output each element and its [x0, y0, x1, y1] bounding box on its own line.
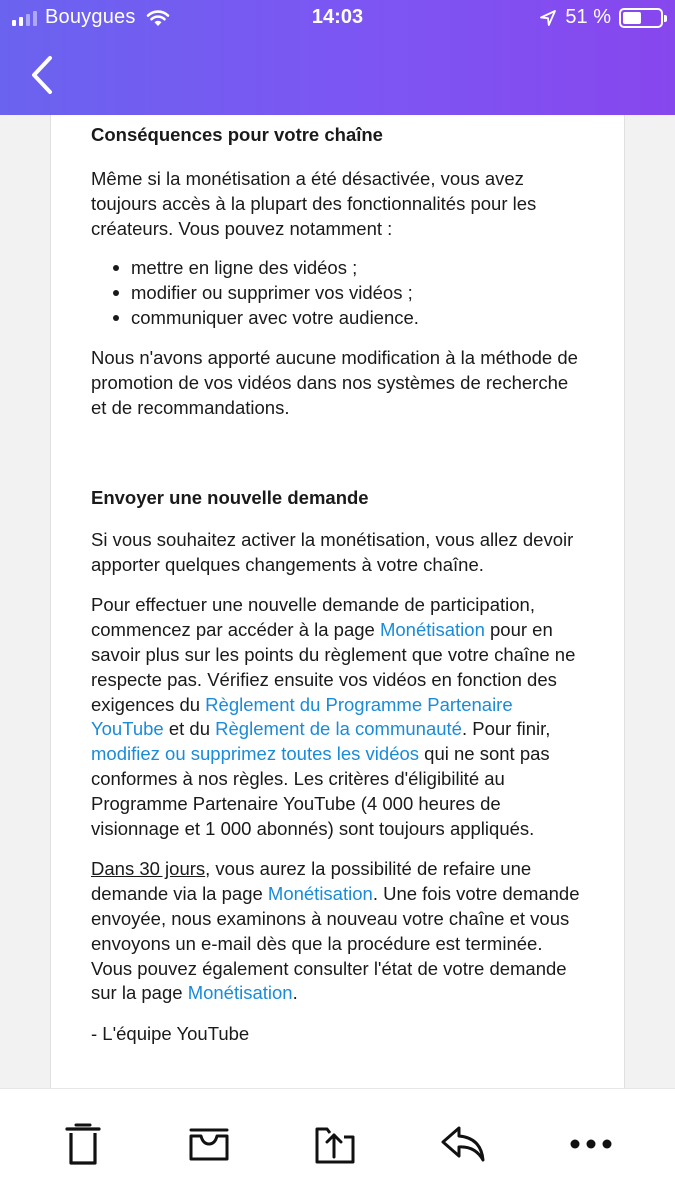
nav-bar — [0, 40, 675, 115]
archive-icon — [187, 1126, 231, 1162]
move-icon — [313, 1123, 357, 1165]
battery-percent: 51 % — [565, 6, 611, 28]
bottom-toolbar — [0, 1088, 675, 1200]
list-item: modifier ou supprimer vos vidéos ; — [91, 280, 584, 305]
community-guidelines-link[interactable]: Règlement de la communauté — [215, 718, 462, 740]
status-bar — [0, 0, 675, 40]
carrier-name: Bouygues — [45, 6, 136, 28]
paragraph-instructions: Pour effectuer une nouvelle demande de participation, commencez par accéder à la page Monétisation pour en savoir plus sur les points du règlement que votre chaîne ne respecte pas. Vérifiez ensuite vos vidéos en fonction des exigences du Règlement du Programme Partenaire YouTube et du Règlement de la communauté. Pour finir, modifiez ou supprimez toutes les vidéos qui ne sont pas conformes à nos règles. Les critères d'éligibilité au Programme Partenaire YouTube (4 000 heures de visionnage et 1 000 abonnés) sont toujours appliqués. — [91, 594, 576, 839]
trash-icon — [63, 1123, 103, 1165]
reply-icon — [439, 1124, 487, 1164]
edit-delete-videos-link[interactable]: modifiez ou supprimez toutes les vidéos — [91, 743, 420, 765]
battery-icon — [619, 8, 663, 28]
delete-button[interactable] — [58, 1119, 108, 1169]
status-right — [539, 6, 663, 29]
monetisation-link[interactable]: Monétisation — [187, 982, 293, 1004]
section-heading-new-request: Envoyer une nouvelle demande — [91, 486, 369, 508]
section-heading-consequences: Conséquences pour votre chaîne — [91, 124, 383, 145]
email-scroll-area[interactable] — [0, 115, 675, 1088]
archive-button[interactable] — [184, 1119, 234, 1169]
ypp-policy-link[interactable]: Règlement du Programme Partenaire YouTube — [91, 693, 513, 740]
status-time: 14:03 — [311, 6, 364, 28]
list-item: mettre en ligne des vidéos ; — [91, 255, 584, 280]
more-button[interactable] — [566, 1119, 616, 1169]
paragraph-30-days: Dans 30 jours, vous aurez la possibilité de refaire une demande via la page Monétisation. Une fois votre demande envoyée, nous examinons à nouveau votre chaîne et vous envoyons un e-mail dès que la procédure est terminée. Vous pouvez également consulter l'état de votre demande sur la page Monétisation. — [91, 858, 580, 1004]
more-icon — [569, 1138, 613, 1150]
thirty-days-text: Dans 30 jours — [91, 858, 206, 880]
paragraph-promotion: Nous n'avons apporté aucune modification à la méthode de promotion de vos vidéos dans nos systèmes de recherche et de recommandations. — [91, 347, 578, 418]
signature: - L'équipe YouTube — [91, 1023, 250, 1045]
reply-button[interactable] — [438, 1119, 488, 1169]
move-button[interactable] — [310, 1119, 360, 1169]
header — [0, 0, 675, 115]
list-item: communiquer avec votre audience. — [91, 305, 584, 330]
paragraph-intro: Même si la monétisation a été désactivée, vous avez toujours accès à la plupart des fonctionnalités pour les créateurs. Vous pouvez notamment : — [91, 168, 537, 239]
battery-fill — [623, 12, 641, 24]
back-button[interactable] — [22, 52, 62, 98]
monetisation-link[interactable]: Monétisation — [379, 619, 485, 641]
paragraph-activate: Si vous souhaitez activer la monétisation, vous allez devoir apporter quelques changements à votre chaîne. — [91, 528, 574, 575]
chevron-left-icon — [29, 55, 55, 95]
feature-list — [91, 255, 584, 330]
email-body — [50, 115, 625, 1088]
monetisation-link[interactable]: Monétisation — [267, 883, 373, 905]
location-arrow-icon — [539, 9, 557, 27]
